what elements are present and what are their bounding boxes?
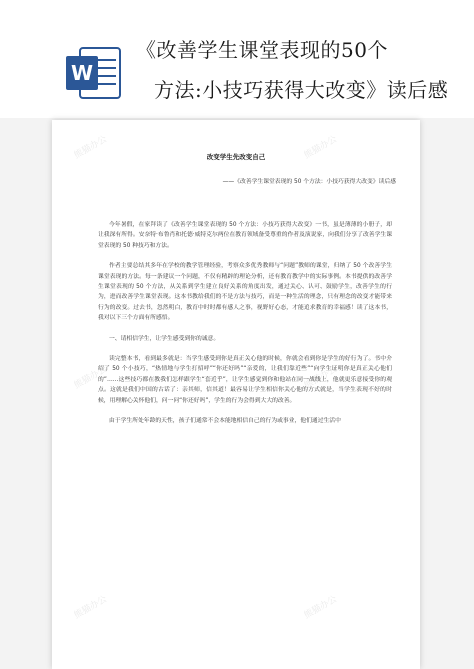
document-title: 改变学生先改变自己 [206,153,266,161]
svg-text:W: W [70,61,94,85]
watermark: 熊猫办公 [302,364,339,392]
document-body [98,220,392,437]
paragraph: 由于学生所处年龄的天性，孩子们通常不会本能地相信自己的行为或事业，他们通过生活中 [109,418,341,425]
document-subtitle: ——《改善学生课堂表现的 50 个方法：小技巧获得大改变》读后感 [222,179,396,185]
watermark: 熊猫办公 [72,594,109,622]
page-title-line-2: 方法:小技巧获得大改变》读后感 [154,78,449,102]
paragraph: 读完整本书，看到最多就是：当学生感受到你是真正关心他的时候，你就会看到你是学生的好行为了。书中介绍了 50 个小技巧，“热情地与学生打招呼”“你还好吗”“亲爱的，让我们靠近些”“向学生证明你是真正关心他们的”……这些技巧都在教我们怎样跟学生“套近乎”，让学生感觉到你和他站在同一战线上，他就更乐意接受你的观点。这就是我们中国的古话了：亲其师，信其道！最容易让学生相信你关心他的方式就是，当学生表现不好的时候，用理解心关怀他们，问一问“你还好吗”，学生的行为会得到大大的改善。 [98,356,392,404]
word-icon [64,44,122,102]
page-title-line-1: 《改善学生课堂表现的50个 [136,38,388,62]
watermark: 熊猫办公 [302,594,339,622]
document-page [52,120,420,669]
document-header [0,0,474,118]
paragraph: 今年暑假，在家拜读了《改善学生课堂表现的 50 个方法：小技巧获得大改变》一书，虽是薄薄的小册子，却让我深有所得。安奈特·布鲁肖和托德·威特克尔两位在教育领域备受尊重的作者及演说家，向我们分享了改善学生课堂表现的 50 种技巧和方法。 [98,222,392,249]
paragraph: 作者主要总结其多年在学校的教学管理经验，考察众多优秀教师与“问题”教师的课堂，归纳了 50 个改善学生课堂表现的方法。每一条建议一个问题，不仅有精辟的理论分析，还有教育教学中的实际事例。本书提供的改善学生课堂表现的 50 个方法，从关系到学生建立良好关系的角度出发，通过关心、认可、鼓励学生，改善学生的行为，进而改善学生课堂表现。这本书教给我们的不是方法与技巧，而是一种生活的理念，只有理念的改变才能带来行为的改变。过去书，忽然明白，教育中时时都有感人之事，视野好心态，才能追求教育的幸福感！读了这本书，我对以下三个方面有所感悟。 [98,263,392,322]
watermark: 熊猫办公 [72,134,109,162]
section-heading: 一、请相信学生，让学生感受到你的诚意。 [109,335,220,342]
watermark: 熊猫办公 [302,134,339,162]
watermark: 熊猫办公 [72,364,109,392]
